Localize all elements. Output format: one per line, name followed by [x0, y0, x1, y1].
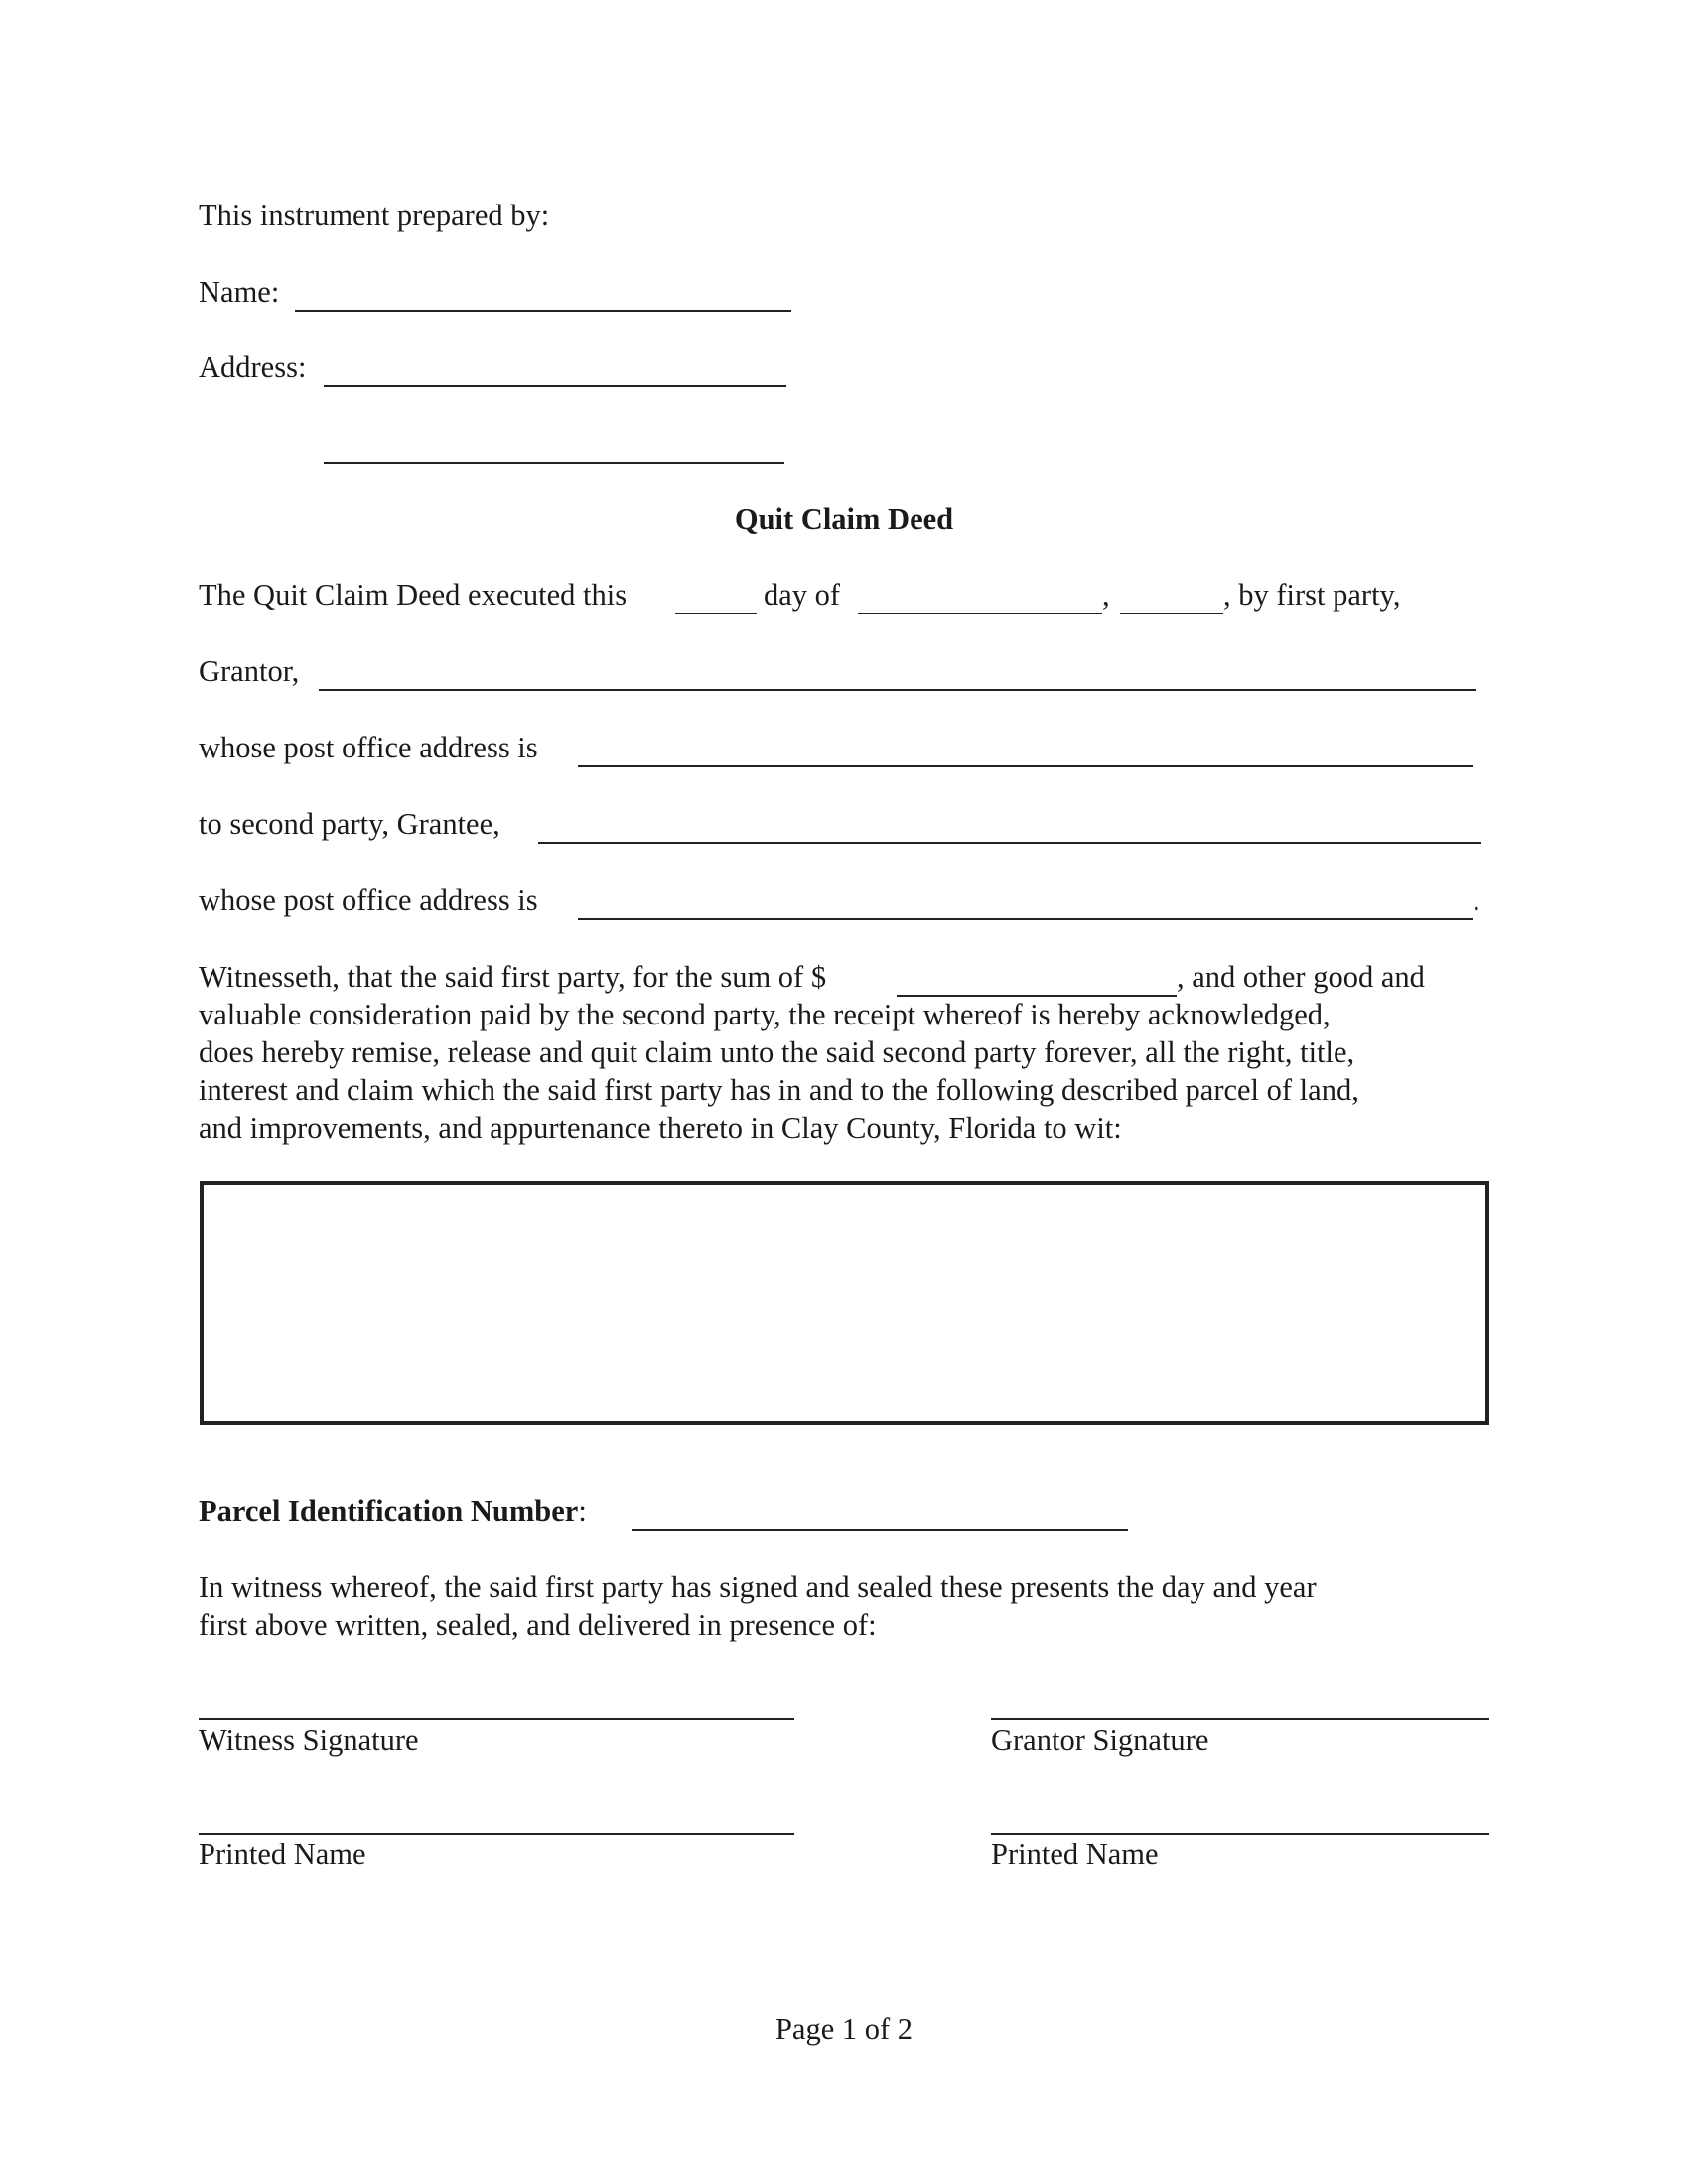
witnesseth-line1-end: , and other good and	[1177, 960, 1425, 994]
grantor-signature-line[interactable]	[991, 1718, 1489, 1720]
witness-signature-label: Witness Signature	[199, 1723, 419, 1757]
page-number: Page 1 of 2	[774, 2012, 914, 2046]
grantor-label: Grantor,	[199, 654, 300, 688]
parcel-id-field[interactable]	[632, 1529, 1128, 1531]
grantor-signature-label: Grantor Signature	[991, 1723, 1209, 1757]
prepared-by-heading: This instrument prepared by:	[199, 199, 550, 232]
grantor-address-label: whose post office address is	[199, 731, 538, 764]
grantee-address-label: whose post office address is	[199, 884, 538, 917]
execution-text-2: day of	[764, 578, 841, 612]
prepared-by-name-row	[199, 275, 279, 310]
address-label: Address:	[199, 350, 307, 384]
execution-text-4: , by first party,	[1223, 578, 1401, 612]
witnesseth-line2: valuable consideration paid by the second party, the receipt whereof is hereby acknowledged,	[199, 998, 1331, 1031]
parcel-id-label: Parcel Identification Number	[199, 1494, 579, 1528]
parcel-id-colon: :	[578, 1494, 587, 1528]
document-title: Quit Claim Deed	[734, 502, 954, 536]
in-witness-line2: first above written, sealed, and delivered in presence of:	[199, 1608, 877, 1642]
witness-printed-name-label: Printed Name	[199, 1838, 366, 1871]
grantor-address-field[interactable]	[578, 765, 1473, 767]
prepared-by-name-field[interactable]	[295, 310, 791, 312]
grantor-name-field[interactable]	[319, 689, 1476, 691]
witnesseth-line3: does hereby remise, release and quit claim unto the said second party forever, all the right, title,	[199, 1035, 1355, 1069]
name-label: Name:	[199, 275, 280, 309]
execution-day-field[interactable]	[675, 613, 757, 614]
execution-year-field[interactable]	[1120, 613, 1223, 614]
grantor-printed-name-line[interactable]	[991, 1833, 1489, 1835]
prepared-by-address-field-1[interactable]	[324, 385, 786, 387]
grantee-name-field[interactable]	[538, 842, 1481, 844]
legal-description-box[interactable]	[200, 1181, 1489, 1425]
execution-text-1: The Quit Claim Deed executed this	[199, 578, 628, 612]
execution-month-field[interactable]	[858, 613, 1102, 614]
grantor-printed-name-label: Printed Name	[991, 1838, 1159, 1871]
in-witness-line1: In witness whereof, the said first party has signed and sealed these presents the day and year	[199, 1570, 1317, 1604]
witnesseth-line5: and improvements, and appurtenance thereto in Clay County, Florida to wit:	[199, 1111, 1122, 1145]
grantee-address-period: .	[1473, 884, 1480, 917]
parcel-id-row	[199, 1494, 587, 1529]
consideration-amount-field[interactable]	[897, 995, 1177, 997]
witnesseth-line4: interest and claim which the said first party has in and to the following described parcel of land,	[199, 1073, 1359, 1107]
grantee-label: to second party, Grantee,	[199, 807, 500, 841]
witness-printed-name-line[interactable]	[199, 1833, 794, 1835]
witnesseth-line1-start: Witnesseth, that the said first party, for the sum of $	[199, 960, 827, 994]
prepared-by-address-field-2[interactable]	[324, 462, 784, 464]
grantee-address-field[interactable]	[578, 918, 1473, 920]
witness-signature-line[interactable]	[199, 1718, 794, 1720]
execution-text-3: ,	[1102, 578, 1110, 612]
